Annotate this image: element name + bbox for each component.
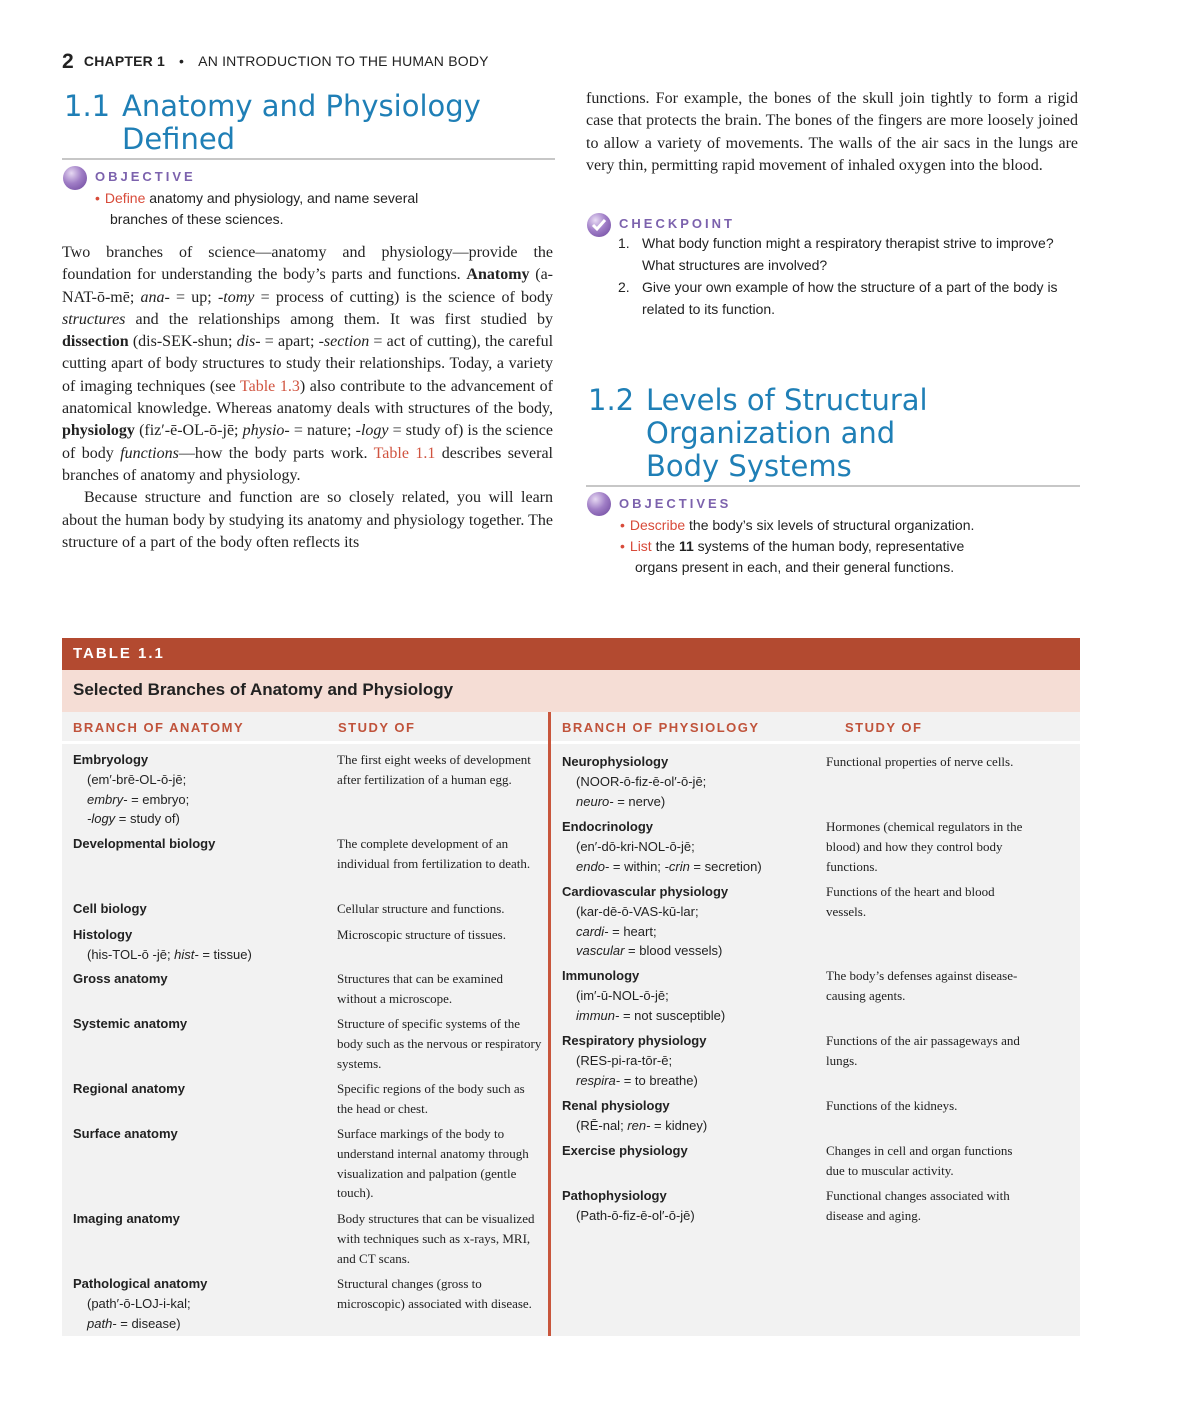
objectives-icon [587,492,611,516]
table-row-physiology: Cardiovascular physiology (kar-dē-ō-VAS-kū-lar; cardi- = heart; vascular = blood vessels) [562,884,729,959]
section-rule [586,485,1080,487]
chapter-label: CHAPTER 1 [83,53,166,69]
table-row-anatomy: Cell biology [73,901,147,916]
table-cell-desc: The body’s defenses against disease-causing agents. [826,968,1018,1003]
objective-verb: Define [104,190,146,206]
section-number: 1.1 [64,89,111,123]
checkpoint-item: 2. Give your own example of how the structure of a part of the body is related to its function. [618,279,1058,317]
table-row-physiology: Renal physiology (RĒ-nal; ren- = kidney) [562,1098,708,1133]
objective-icon [63,166,87,190]
table-reference-link[interactable]: Table 1.3 [239,377,300,395]
table-row-anatomy: Developmental biology [73,836,216,851]
table-row-anatomy: Histology (his-TOL-ō -jē; hist- = tissue) [73,927,252,962]
table-cell-desc: Changes in cell and organ functions due to muscular activity. [826,1143,1013,1178]
column-header: STUDY OF [338,720,416,735]
table-row-anatomy: Embryology (em′-brē-OL-ō-jē; embry- = embryo; -logy = study of) [73,752,190,827]
table-row-anatomy: Gross anatomy [73,971,168,986]
table-row-anatomy: Imaging anatomy [73,1211,180,1226]
objective-item: • Define anatomy and physiology, and name several [95,190,419,206]
section-title-line: Defined [122,122,236,156]
table-cell-desc: Specific regions of the body such as the head or chest. [337,1081,525,1116]
table-cell-desc: Hormones (chemical regulators in the blood) and how they control body functions. [826,819,1023,874]
table-cell-desc: Structural changes (gross to microscopic) associated with disease. [337,1276,532,1311]
table-title: Selected Branches of Anatomy and Physiology [73,680,454,699]
checkpoint-item: 1. What body function might a respiratory therapist strive to improve? What structures are involved? [618,235,1054,273]
checkpoint-list [618,233,1076,320]
objectives-list: • Describe the body’s six levels of structural organization. • List the 11 systems of the human body, representative organs present in each, and their general functions. [620,515,1078,578]
body-text-column-1 [62,242,553,554]
table-row-physiology: Respiratory physiology (RES-pi-ra-tōr-ē; respira- = to breathe) [562,1033,707,1088]
paragraph: functions. For example, the bones of the skull join tightly to form a rigid case that protects the brain. The bones of the fingers are more loosely joined to allow a variety of movements. The walls of the air sacs in the lungs are very thin, permitting rapid movement of inhaled oxygen into the blood. [586,90,1078,174]
table-cell-desc: Functional properties of nerve cells. [826,754,1014,769]
table-header-bar [62,638,1080,670]
section-title-line: Organization and [646,416,896,450]
objectives-label: OBJECTIVES [619,496,732,511]
table-cell-desc: Functions of the air passageways and lungs. [826,1033,1020,1068]
table-column-divider [548,712,551,1336]
table-cell-desc: Structure of specific systems of the body such as the nervous or respiratory systems. [337,1016,542,1071]
section-title-line: Anatomy and Physiology [122,89,481,123]
table-row-anatomy: Regional anatomy [73,1081,185,1096]
checkpoint-icon [587,213,611,237]
table-cell-desc: Microscopic structure of tissues. [337,927,506,942]
page-number: 2 [62,50,74,73]
table-cell-desc: Functions of the kidneys. [826,1098,958,1113]
paragraph: Because structure and function are so closely related, you will learn about the human body by studying its anatomy and physiology together. The structure of a part of the body often reflects its [62,489,553,551]
section-title-line: Levels of Structural [646,383,928,417]
table-cell-desc: Cellular structure and functions. [337,901,505,916]
table-row-physiology: Neurophysiology (NOOR-ō-fiz-ē-ol′-ō-jē; neuro- = nerve) [562,754,707,809]
objective-item: • Describe the body’s six levels of structural organization. [620,517,975,533]
table-header-rule [62,741,1080,744]
table-row-physiology: Endocrinology (en′-dō-kri-NOL-ō-jē; endo- = within; -crin = secretion) [562,819,762,874]
table-row-physiology: Exercise physiology [562,1143,688,1158]
objective-item: • List the 11 systems of the human body, representative [620,538,965,554]
section-1-2-heading [588,384,1068,484]
objective-verb: Describe [629,517,686,533]
table-row-anatomy: Systemic anatomy [73,1016,188,1031]
table-row-anatomy: Surface anatomy [73,1126,178,1141]
table-row-physiology: Immunology (im′-ū-NOL-ō-jē; immun- = not susceptible) [562,968,726,1023]
table-row-physiology: Pathophysiology (Path-ō-fiz-ē-ol′-ō-jē) [562,1188,695,1223]
chapter-title: AN INTRODUCTION TO THE HUMAN BODY [198,53,489,69]
table-cell-desc: Functional changes associated with disease and aging. [826,1188,1010,1223]
table-label: TABLE 1.1 [73,645,165,662]
table-cell-desc: Functions of the heart and blood vessels. [826,884,995,919]
table-cell-desc: The first eight weeks of development after fertilization of a human egg. [337,752,531,787]
section-1-1-heading [64,90,544,158]
table-cell-desc: Surface markings of the body to understand internal anatomy through visualization and palpation (gentle touch). [337,1126,529,1201]
table-cell-desc: Body structures that can be visualized with techniques such as x-rays, MRI, and CT scans. [337,1211,535,1266]
separator: • [179,53,185,69]
section-number: 1.2 [588,383,635,417]
column-header: BRANCH OF PHYSIOLOGY [562,720,760,735]
column-header: STUDY OF [845,720,923,735]
paragraph: Two branches of science—anatomy and physiology—provide the foundation for understanding the body’s parts and functions. Anatomy (a-NAT-ō-mē; ana- = up; -tomy = process of cutting) is the science of body structures and the relationships among them. It was first studied by dissection (dis-SEK-shun; dis- = apart; -section = act of cutting), the careful cutting apart of body structures to study their relationships. Today, a variety of imaging techniques (see Table 1.3) also contribute to the advancement of anatomical knowledge. Whereas anatomy deals with structures of the body, physiology (fiz′-ē-OL-ō-jē; physio- = nature; -logy = study of) is the science of body functions—how the body parts work. Table 1.1 describes several branches of anatomy and physiology. [62,244,554,484]
section-title-line: Body Systems [646,449,852,483]
checkpoint-label: CHECKPOINT [619,216,735,231]
section-rule [62,158,555,160]
objective-label: OBJECTIVE [95,169,196,184]
table-row-anatomy: Pathological anatomy (path′-ō-LOJ-i-kal; path- = disease) [73,1276,208,1331]
objective-list: • Define anatomy and physiology, and name several branches of these sciences. [95,188,535,230]
objective-verb: List [629,538,652,554]
body-text-column-2 [586,88,1078,177]
table-cell-desc: Structures that can be examined without a microscope. [337,971,504,1006]
table-cell-desc: The complete development of an individual from fertilization to death. [337,836,531,871]
column-header: BRANCH OF ANATOMY [73,720,245,735]
table-reference-link[interactable]: Table 1.1 [373,444,436,462]
running-head [62,50,489,74]
